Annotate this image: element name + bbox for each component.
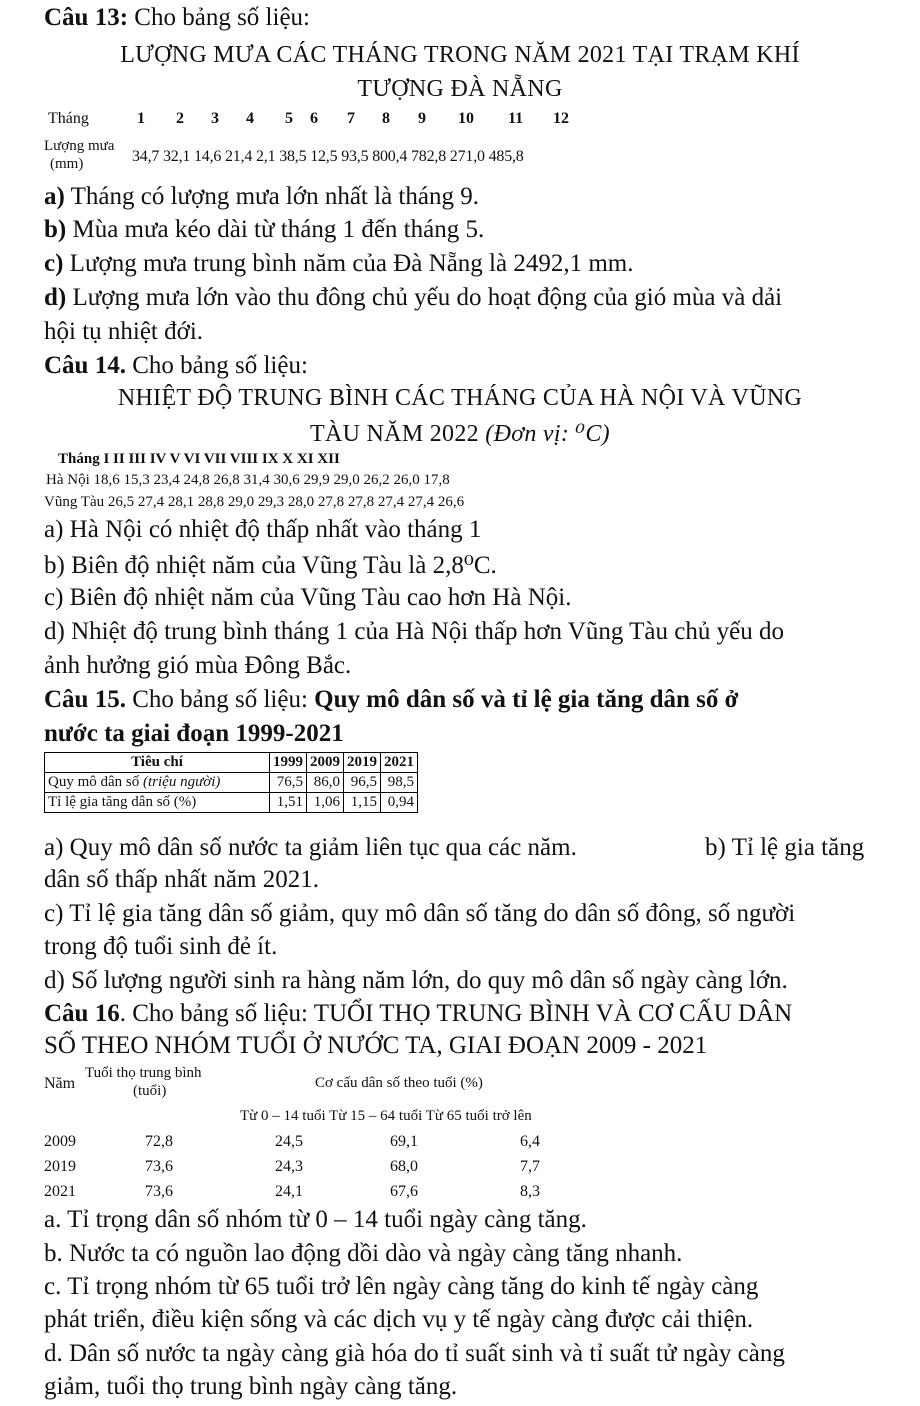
- q13-month-header: Tháng: [48, 110, 89, 127]
- q14-item-d-cont: ảnh hưởng gió mùa Đông Bắc.: [44, 652, 352, 679]
- q16-heading: [44, 1000, 792, 1028]
- q14-heading: [44, 352, 308, 380]
- q14-title-line2: TÀU NĂM 2022 (Đơn vị: ⁰C): [310, 421, 610, 447]
- q16-row-life: 73,6: [145, 1183, 173, 1200]
- q13-month: 10: [458, 110, 474, 127]
- q14-title-line1: NHIỆT ĐỘ TRUNG BÌNH CÁC THÁNG CỦA HÀ NỘI VÀ VŨNG: [117, 385, 803, 411]
- q13-rain-label: Lượng mưa: [44, 138, 115, 154]
- q16-col-life: Tuổi thọ trung bình: [85, 1065, 202, 1081]
- q15-heading: [44, 686, 739, 714]
- q16-row-life: 73,6: [145, 1158, 173, 1175]
- q16-label: Câu 16: [44, 1000, 120, 1027]
- q15-item-b-cont: dân số thấp nhất năm 2021.: [44, 866, 319, 893]
- q16-title-cont: SỐ THEO NHÓM TUỔI Ở NƯỚC TA, GIAI ĐOẠN 2009 - 2021: [44, 1032, 708, 1059]
- table-header-cell: 1999: [270, 753, 307, 773]
- q16-item-c: c. Tỉ trọng nhóm từ 65 tuổi trở lên ngày càng tăng do kinh tế ngày càng: [44, 1273, 759, 1300]
- q14-unit: (Đơn vị: ⁰C): [485, 421, 610, 447]
- table-header-cell: 2009: [307, 753, 344, 773]
- q13-month: 7: [347, 110, 355, 127]
- q16-row-year: 2021: [44, 1183, 76, 1200]
- q13-heading: [44, 4, 310, 32]
- q13-title-line1: LƯỢNG MƯA CÁC THÁNG TRONG NĂM 2021 TẠI TRẠM KHÍ: [120, 42, 800, 68]
- q14-row-vungtau: Vũng Tàu 26,5 27,4 28,1 28,8 29,0 29,3 28,0 27,8 27,8 27,4 27,4 26,6: [44, 494, 465, 510]
- table-cell: 1,15: [344, 793, 381, 813]
- table-cell: 1,51: [270, 793, 307, 813]
- q14-table-header: Tháng I II III IV V VI VII VIII IX X XI XII: [58, 451, 340, 467]
- q13-label: Câu 13:: [44, 4, 129, 31]
- q16-item-d: d. Dân số nước ta ngày càng già hóa do tỉ suất sinh và tỉ suất tử ngày càng: [44, 1340, 785, 1367]
- q14-item-d: d) Nhiệt độ trung bình tháng 1 của Hà Nội thấp hơn Vũng Tàu chủ yếu do: [44, 618, 784, 645]
- q16-row-g1: 24,5: [275, 1133, 303, 1150]
- table-header-row: [45, 753, 418, 773]
- q13-month: 8: [382, 110, 390, 127]
- q13-month: 12: [553, 110, 569, 127]
- table-row: [45, 773, 418, 793]
- q13-month: 3: [211, 110, 219, 127]
- q13-rain-unit: (mm): [50, 156, 84, 172]
- q16-row-year: 2009: [44, 1133, 76, 1150]
- table-cell: 0,94: [381, 793, 418, 813]
- q16-col-structure: Cơ cấu dân số theo tuổi (%): [315, 1075, 483, 1091]
- q16-item-b: b. Nước ta có nguồn lao động dồi dào và ngày càng tăng nhanh.: [44, 1240, 683, 1267]
- q15-table: [44, 752, 418, 813]
- table-cell: 86,0: [307, 773, 344, 793]
- q15-item-c-cont: trong độ tuổi sinh đẻ ít.: [44, 933, 278, 960]
- q15-item-b: b) Tỉ lệ gia tăng: [705, 834, 865, 861]
- q15-title: Quy mô dân số và tỉ lệ gia tăng dân số ở: [314, 686, 739, 713]
- q16-item-c-cont: phát triển, điều kiện sống và các dịch vụ y tế ngày càng được cải thiện.: [44, 1306, 754, 1333]
- q16-row-g3: 6,4: [520, 1133, 540, 1150]
- q13-item-b: b) Mùa mưa kéo dài từ tháng 1 đến tháng 5.: [44, 216, 485, 243]
- q16-col-year: Năm: [44, 1075, 76, 1092]
- table-header-cell: Tiêu chí: [45, 753, 270, 773]
- q13-item-a: a) Tháng có lượng mưa lớn nhất là tháng 9.: [44, 183, 479, 210]
- q16-item-a: a. Tỉ trọng dân số nhóm từ 0 – 14 tuổi ngày càng tăng.: [44, 1206, 587, 1233]
- q15-title-cont: nước ta giai đoạn 1999-2021: [44, 720, 344, 747]
- q14-item-c: c) Biên độ nhiệt năm của Vũng Tàu cao hơn Hà Nội.: [44, 584, 572, 611]
- q14-item-b: b) Biên độ nhiệt năm của Vũng Tàu là 2,8⁰C.: [44, 552, 497, 579]
- q15-item-c: c) Tỉ lệ gia tăng dân số giảm, quy mô dân số tăng do dân số đông, số người: [44, 900, 796, 927]
- q14-row-hanoi: Hà Nội 18,6 15,3 23,4 24,8 26,8 31,4 30,6 29,9 29,0 26,2 26,0 17,8: [46, 472, 450, 488]
- q13-month: 4: [246, 110, 254, 127]
- q15-intro: Cho bảng số liệu:: [132, 686, 308, 713]
- table-row: [45, 793, 418, 813]
- q16-col-life-unit: (tuổi): [133, 1083, 167, 1099]
- q13-month: 2: [176, 110, 184, 127]
- q16-row-g1: 24,1: [275, 1183, 303, 1200]
- q16-row-g3: 8,3: [520, 1183, 540, 1200]
- table-cell: 1,06: [307, 793, 344, 813]
- q15-item-d: d) Số lượng người sinh ra hàng năm lớn, do quy mô dân số ngày càng lớn.: [44, 967, 788, 994]
- q14-item-a: a) Hà Nội có nhiệt độ thấp nhất vào tháng 1: [44, 516, 482, 543]
- q16-col-groups: Từ 0 – 14 tuổi Từ 15 – 64 tuổi Từ 65 tuổi trở lên: [240, 1108, 532, 1124]
- table-cell: 76,5: [270, 773, 307, 793]
- q14-label: Câu 14.: [44, 352, 126, 379]
- q16-row-life: 72,8: [145, 1133, 173, 1150]
- q16-row-g1: 24,3: [275, 1158, 303, 1175]
- table-cell: 96,5: [344, 773, 381, 793]
- q16-intro: . Cho bảng số liệu: TUỔI THỌ TRUNG BÌNH VÀ CƠ CẤU DÂN: [119, 1000, 793, 1027]
- q13-month: 6: [310, 110, 318, 127]
- q13-rain-values: 34,7 32,1 14,6 21,4 2,1 38,5 12,5 93,5 800,4 782,8 271,0 485,8: [132, 148, 524, 165]
- table-row-label: Quy mô dân số (triệu người): [45, 773, 270, 793]
- q13-item-d-cont: hội tụ nhiệt đới.: [44, 318, 204, 345]
- q13-month: 11: [508, 110, 524, 127]
- q16-row-g3: 7,7: [520, 1158, 540, 1175]
- q13-month: 9: [418, 110, 426, 127]
- q13-months: [0, 110, 920, 130]
- q14-intro: Cho bảng số liệu:: [132, 352, 308, 379]
- table-header-cell: 2019: [344, 753, 381, 773]
- table-cell: 98,5: [381, 773, 418, 793]
- q16-row-g2: 69,1: [390, 1133, 418, 1150]
- table-header-cell: 2021: [381, 753, 418, 773]
- q16-row-g2: 67,6: [390, 1183, 418, 1200]
- q16-item-d-cont: giảm, tuổi thọ trung bình ngày càng tăng.: [44, 1373, 458, 1400]
- q16-row-g2: 68,0: [390, 1158, 418, 1175]
- q16-row-year: 2019: [44, 1158, 76, 1175]
- q13-item-d: d) Lượng mưa lớn vào thu đông chủ yếu do hoạt động của gió mùa và dải: [44, 284, 783, 311]
- q13-title-line2: TƯỢNG ĐÀ NẴNG: [357, 76, 563, 102]
- table-row-label: Tỉ lệ gia tăng dân số (%): [45, 793, 270, 813]
- q15-item-a: a) Quy mô dân số nước ta giảm liên tục qua các năm.: [44, 834, 577, 861]
- q13-month: 1: [137, 110, 145, 127]
- q13-item-c: c) Lượng mưa trung bình năm của Đà Nẵng là 2492,1 mm.: [44, 250, 634, 277]
- q13-month: 5: [285, 110, 293, 127]
- q15-label: Câu 15.: [44, 686, 126, 713]
- q13-intro: Cho bảng số liệu:: [134, 4, 310, 31]
